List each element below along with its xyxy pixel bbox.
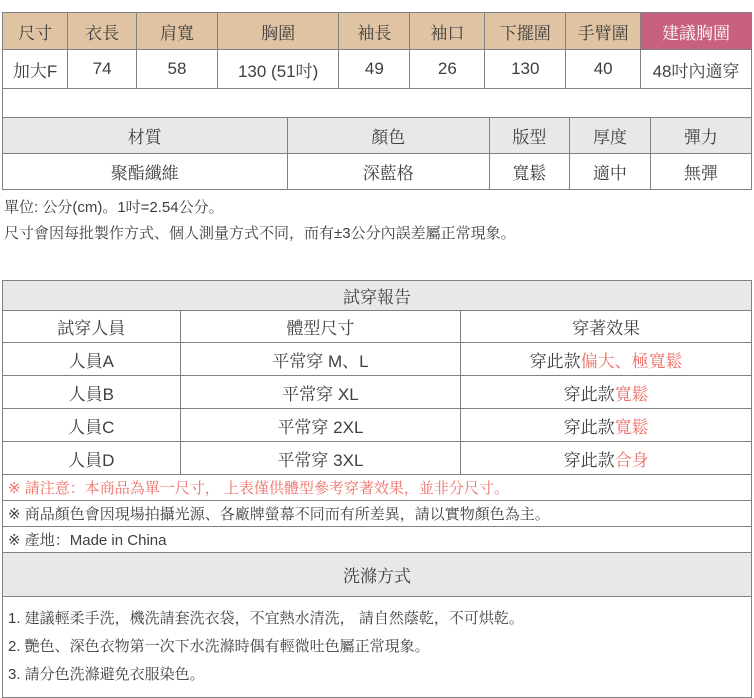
size-value-sleeve: 49	[339, 50, 410, 89]
fit-header-body: 體型尺寸	[180, 311, 461, 343]
spec-table	[2, 117, 752, 190]
size-header-sleeve: 袖長	[339, 13, 410, 50]
spec-header-cut: 版型	[489, 118, 569, 154]
fit-effect-prefix: 穿此款	[529, 351, 581, 371]
spec-header-row	[3, 118, 752, 154]
spec-header-thickness: 厚度	[569, 118, 650, 154]
size-value-length: 74	[68, 50, 137, 89]
size-value-cuff: 26	[410, 50, 485, 89]
size-header-length: 衣長	[68, 13, 137, 50]
fit-effect-highlight: 寬鬆	[614, 384, 649, 404]
fit-report-table	[2, 280, 752, 698]
size-value-bust: 130 (51吋)	[217, 50, 338, 89]
fit-body-size: 平常穿 2XL	[180, 409, 461, 442]
washing-instructions	[3, 597, 752, 698]
size-value-size: 加大F	[3, 50, 68, 89]
table-spacer	[2, 89, 752, 117]
size-header-bust: 胸圍	[217, 13, 338, 50]
fit-body-size: 平常穿 M、L	[180, 343, 461, 376]
origin-note-row	[3, 527, 752, 553]
spec-header-stretch: 彈力	[650, 118, 751, 154]
spec-value-thickness: 適中	[569, 154, 650, 190]
unit-note-line: 單位: 公分(cm)。1吋=2.54公分。	[4, 199, 224, 216]
spec-header-color: 顏色	[287, 118, 489, 154]
fit-person: 人員A	[3, 343, 181, 376]
fit-effect-prefix: 穿此款	[563, 384, 615, 404]
color-difference-note-row	[3, 501, 752, 527]
fit-report-header-row	[3, 311, 752, 343]
fit-row-b	[3, 376, 752, 409]
spec-value-row	[3, 154, 752, 190]
fit-effect	[461, 343, 752, 376]
fit-row-a	[3, 343, 752, 376]
washing-step-3: 3. 請分色洗滌避免衣服染色。	[8, 666, 205, 683]
fit-person: 人員B	[3, 376, 181, 409]
size-value-suggested-bust: 48吋內適穿	[641, 50, 752, 89]
washing-step-2: 2. 艷色、深色衣物第一次下水洗滌時偶有輕微吐色屬正常現象。	[8, 638, 430, 655]
washing-instructions-row	[3, 597, 752, 698]
spec-value-color: 深藍格	[287, 154, 489, 190]
size-header-row	[3, 13, 752, 50]
fit-body-size: 平常穿 XL	[180, 376, 461, 409]
unit-notes	[4, 198, 752, 243]
single-size-note-row	[3, 475, 752, 501]
size-header-suggested-bust: 建議胸圍	[641, 13, 752, 50]
fit-row-c	[3, 409, 752, 442]
tolerance-note-line: 尺寸會因每批製作方式、個人測量方式不同，而有±3公分內誤差屬正常現象。	[4, 225, 516, 242]
fit-effect-highlight: 寬鬆	[614, 417, 649, 437]
size-header-hem: 下擺圍	[485, 13, 566, 50]
size-header-arm: 手臂圍	[566, 13, 641, 50]
washing-title: 洗滌方式	[3, 553, 752, 597]
size-header-cuff: 袖口	[410, 13, 485, 50]
fit-effect	[461, 409, 752, 442]
fit-effect-highlight: 合身	[614, 450, 649, 470]
fit-header-effect: 穿著效果	[461, 311, 752, 343]
washing-step-1: 1. 建議輕柔手洗，機洗請套洗衣袋，不宜熱水清洗， 請自然蔭乾，不可烘乾。	[8, 610, 524, 627]
fit-effect-highlight: 偏大、極寬鬆	[580, 351, 683, 371]
size-value-arm: 40	[566, 50, 641, 89]
fit-effect-prefix: 穿此款	[563, 450, 615, 470]
spec-value-cut: 寬鬆	[489, 154, 569, 190]
fit-row-d	[3, 442, 752, 475]
spec-header-material: 材質	[3, 118, 288, 154]
size-header-shoulder: 肩寬	[137, 13, 218, 50]
origin-note: ※ 產地：Made in China	[3, 527, 752, 553]
size-value-shoulder: 58	[137, 50, 218, 89]
size-table	[2, 12, 752, 89]
fit-effect-prefix: 穿此款	[563, 417, 615, 437]
fit-effect	[461, 442, 752, 475]
single-size-note: ※ 請注意：本商品為單一尺寸， 上表僅供體型參考穿著效果，並非分尺寸。	[3, 475, 752, 501]
size-value-hem: 130	[485, 50, 566, 89]
fit-header-person: 試穿人員	[3, 311, 181, 343]
color-difference-note: ※ 商品顏色會因現場拍攝光源、各廠牌螢幕不同而有所差異，請以實物顏色為主。	[3, 501, 752, 527]
spec-value-stretch: 無彈	[650, 154, 751, 190]
fit-report-title-row	[3, 281, 752, 311]
fit-person: 人員C	[3, 409, 181, 442]
spec-value-material: 聚酯纖維	[3, 154, 288, 190]
fit-effect	[461, 376, 752, 409]
fit-person: 人員D	[3, 442, 181, 475]
size-value-row	[3, 50, 752, 89]
fit-report-title: 試穿報告	[3, 281, 752, 311]
size-header-size: 尺寸	[3, 13, 68, 50]
fit-body-size: 平常穿 3XL	[180, 442, 461, 475]
washing-title-row	[3, 553, 752, 597]
